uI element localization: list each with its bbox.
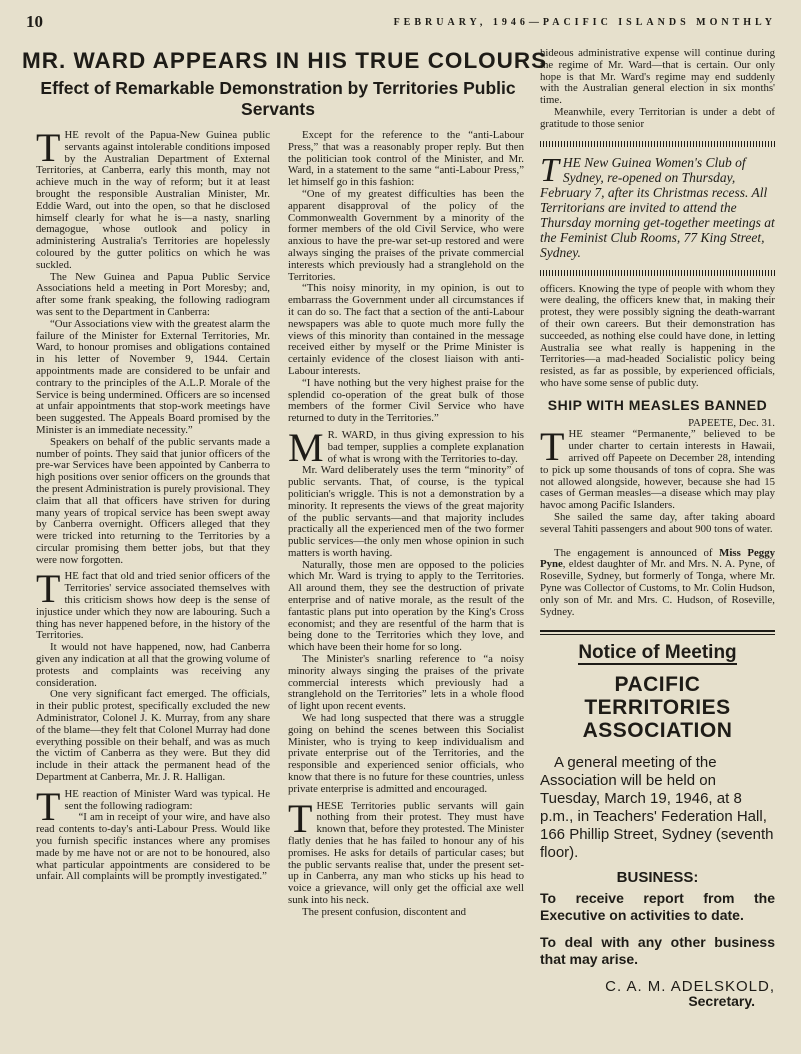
drop-cap: T bbox=[540, 424, 565, 470]
paragraph: We had long suspected that there was a struggle going on behind the scenes between this Socialist Minister, who is trying to keep individualism and private enterprise out of the Territories, and the responsible and experienced senior officials, who know that there is no future for these countries, unless private enterprise is admitted and encouraged. bbox=[288, 712, 524, 795]
right-column bbox=[540, 48, 775, 1008]
notice-of-meeting-heading: Notice of Meeting bbox=[578, 642, 737, 664]
engagement-notice: The engagement is announced of Miss Peggy Pyne, eldest daughter of Mr. and Mrs. N. A. Pyne, of Roseville, Sydney, but formerly of Tonga, where Mr. Pyne was Collector of Customs, to Mr. Colin Hudson, only son of Mr. and Mrs. C. Hudson, of Roseville, Sydney. bbox=[540, 546, 775, 618]
paragraph: THE fact that old and tried senior officers of the Territories' service associated themselves with this criticism shows how deep is the sense of injustice under which they now are labouring. Such a thing has never happened before, in the history of the Territories. bbox=[36, 566, 270, 642]
paragraph: She sailed the same day, after taking aboard several Tahiti passengers and about 900 tons of water. bbox=[540, 510, 775, 535]
business-label: BUSINESS: bbox=[616, 869, 699, 887]
paragraph: “I am in receipt of your wire, and have also read contents to-day's anti-Labour Press. Would like you furnish specific instances where any promises made by me have not or are not to be honoured, also what particular appointments are considered to be unfair. All complaints will be promptly investigated.” bbox=[36, 811, 270, 883]
club-notice: THE New Guinea Women's Club of Sydney, re-opened on Thursday, February 7, after its Christmas recess. All Territorians are invited to attend the Thursday morning get-together meetings at the Feminist Club Rooms, 77 King Street, Sydney. bbox=[540, 151, 775, 260]
drop-cap: T bbox=[36, 125, 61, 170]
paragraph: Mr. Ward deliberately uses the term “minority” of public servants. That, of course, is the typical politician's wriggle. This is not a demonstration by a minority. It represents the views of the great majority of the public servants—and that majority includes practically all the experienced men of the two former public services—the only men whose opinion in such matters is worth having. bbox=[288, 464, 524, 559]
ornamental-rule bbox=[540, 270, 775, 276]
meeting-announcement: A general meeting of the Association will be held on Tuesday, March 19, 1946, at 8 p.m., in Teachers' Federation Hall, 166 Phillip Street, Sydney (seventh floor). bbox=[540, 754, 774, 862]
ornamental-rule bbox=[540, 141, 775, 147]
drop-cap: M bbox=[288, 424, 324, 470]
running-header bbox=[26, 12, 776, 38]
article-subheadline: Effect of Remarkable Demonstration by Territories Public Servants bbox=[40, 78, 516, 119]
signature-title: Secretary. bbox=[688, 992, 755, 1009]
association-name: PACIFIC TERRITORIES ASSOCIATION bbox=[582, 673, 733, 743]
business-item: To deal with any other business that may arise. bbox=[540, 933, 775, 967]
paragraph: THE revolt of the Papua-New Guinea public servants against intolerable conditions imposed by the Australian Department of External Territories, at Canberra, early this month, may not achieve much in the way of reform; but it at least brought the responsible Australian Minister, Mr. Eddie Ward, out into the open, so that he disclosed himself clearly for what he is—a nasty, snarling demagogue, whose outlook and policy in administering Australia's Territories are hopelessly coloured by the gutter politics on which he was suckled. bbox=[36, 125, 270, 271]
paragraph: THESE Territories public servants will gain nothing from their protest. They must have known that, before they protested. The Minister flatly denies that he has failed to honour any of his promises. He asks for details of particular cases; but the public servants realise that, under the present set-up in Canberra, any man who sticks up his head to voice a grievance, will only get the official axe well sunk into his neck. bbox=[288, 795, 524, 906]
paragraph: officers. Knowing the type of people with whom they were dealing, the officers knew that, in making their protest, they were possibly signing the death-warrant of their own careers. But their demonstration has succeeded, as nothing else could have done, in letting Australia see what really is happening in the Territories—a mad-headed Socialistic policy being resisted, as far as possible, by experienced officials, who have some sense of public duty. bbox=[540, 282, 775, 389]
article-headline: MR. WARD APPEARS IN HIS TRUE COLOURS bbox=[22, 48, 548, 73]
paragraph: M R. WARD, in thus giving expression to his bad temper, supplies a complete explanation of what is wrong with the Territories to-day. bbox=[288, 424, 524, 470]
paragraph: Meanwhile, every Territorian is under a debt of gratitude to those senior bbox=[540, 105, 775, 130]
running-title: FEBRUARY, 1946—PACIFIC ISLANDS MONTHLY bbox=[393, 17, 776, 28]
drop-cap: T bbox=[288, 795, 313, 841]
paragraph: Naturally, those men are opposed to the policies which Mr. Ward is trying to apply to the Territories. All around them, they see the destruction of private enterprise and of native morale, as the result of the fantastic plans put into operation by the King's Cross economist; and they are resentful of the harm that is being done to the Territories which they love, and which have been their home for so long. bbox=[288, 558, 524, 654]
article-column-2 bbox=[288, 130, 524, 919]
paragraph: THE reaction of Minister Ward was typical. He sent the following radiogram: bbox=[36, 783, 270, 829]
paragraph: The Minister's snarling reference to “a noisy minority always singing the praises of the private commercial interests which previously had a stranglehold on the Territories” lets in a whole flood of light upon recent events. bbox=[288, 653, 524, 713]
double-rule bbox=[540, 630, 775, 635]
paragraph: hideous administrative expense will continue during the regime of Mr. Ward—that is certain. Our only hope is that Mr. Ward's regime may end suddenly with the Australian general election in six months' time. bbox=[540, 47, 775, 107]
paragraph: THE steamer “Permanente,” believed to be under charter to certain interests in Hawaii, arrived off Papeete on December 28, intending to pick up some thousands of tons of copra. She was not allowed alongside, however, because she had 15 cases of German measles—a disease which may play havoc among Pacific Islanders. bbox=[540, 424, 775, 512]
drop-cap: T bbox=[36, 783, 61, 829]
paragraph: The present confusion, discontent and bbox=[302, 905, 467, 918]
paragraph: “This noisy minority, in my opinion, is out to embarrass the Government under all circumstances if it can do so. The fact that a section of the anti-Labour newspapers was able to quote much more fully the views of this minority than contained in the message received either by myself or the Prime Minister is certainly evidence of the closest liaison with anti-Labour interests. bbox=[288, 282, 524, 377]
paragraph: It would not have happened, now, had Canberra given any indication at all that the growing volume of protests and complaints was receiving any consideration. bbox=[36, 641, 270, 689]
page-number: 10 bbox=[26, 12, 43, 31]
business-item: To receive report from the Executive on activities to date. bbox=[540, 889, 775, 923]
paragraph: One very significant fact emerged. The officials, in their public protest, specifically excluded the new Administrator, Colonel J. K. Murray, from any share of the blame—they felt that Colonel Murray had done everything possible on their behalf, and was as much the victim of Canberra as they were. But they did include in their attack the permanent head of the Department at Canberra, Mr. J. R. Halligan. bbox=[36, 688, 270, 784]
article-column-1 bbox=[36, 125, 270, 883]
drop-cap: T bbox=[36, 566, 61, 612]
paragraph: Speakers on behalf of the public servants made a number of points. They said that junior officers of the pre-war Services have been appointed by Canberra to high positions over senior officers on the grounds that the present Administration is purely provisional. They claim that all that officers have striven for during many years of tropical service has been swept away by Canberra overnight. Officers alleged that they were tricked into returning to the Territories by a circular promising them better jobs, but that they were now forgotten. bbox=[36, 435, 270, 566]
paragraph: “I have nothing but the very highest praise for the splendid co-operation of the great bulk of those members of the former Civil Service who have returned to duty in the Territories.” bbox=[288, 376, 524, 425]
paragraph: The New Guinea and Papua Public Service Associations held a meeting in Port Moresby; and, after some frank speaking, the following radiogram was sent to the Department in Canberra: bbox=[36, 270, 270, 318]
measles-headline: SHIP WITH MEASLES BANNED bbox=[547, 396, 768, 413]
paragraph: “Our Associations view with the greatest alarm the failure of the Minister for External Territories, Mr. Ward, to honour promises and obligations contained in his letter of November 9, 1944. Certain appointments made are considered to be unfair and contrary to the principles of the A.L.P. Morale of the Service is being undermined. Officers are so incensed at unfair appointments that stop-work meetings have been suggested. The Appeals Board promised by the Minister is an immediate necessity.” bbox=[36, 317, 270, 436]
signature: C. A. M. ADELSKOLD, bbox=[605, 977, 775, 995]
measles-dateline: PAPEETE, Dec. 31. bbox=[688, 416, 775, 429]
paragraph: “One of my greatest difficulties has been the apparent disapproval of the policy of the Commonwealth Government by a minority of the former members of the old Civil Service, who were anxious to have the pre-war set-up restored and were always singing the praises of the private commercial interests which previously had a stranglehold on the Territories. bbox=[288, 187, 524, 283]
paragraph: Except for the reference to the “anti-Labour Press,” that was a reasonably proper reply. But then the politician took control of the Minister, and Mr. Ward, in a statement to the same “anti-Labour Press,” let himself go in this fashion: bbox=[288, 129, 524, 189]
